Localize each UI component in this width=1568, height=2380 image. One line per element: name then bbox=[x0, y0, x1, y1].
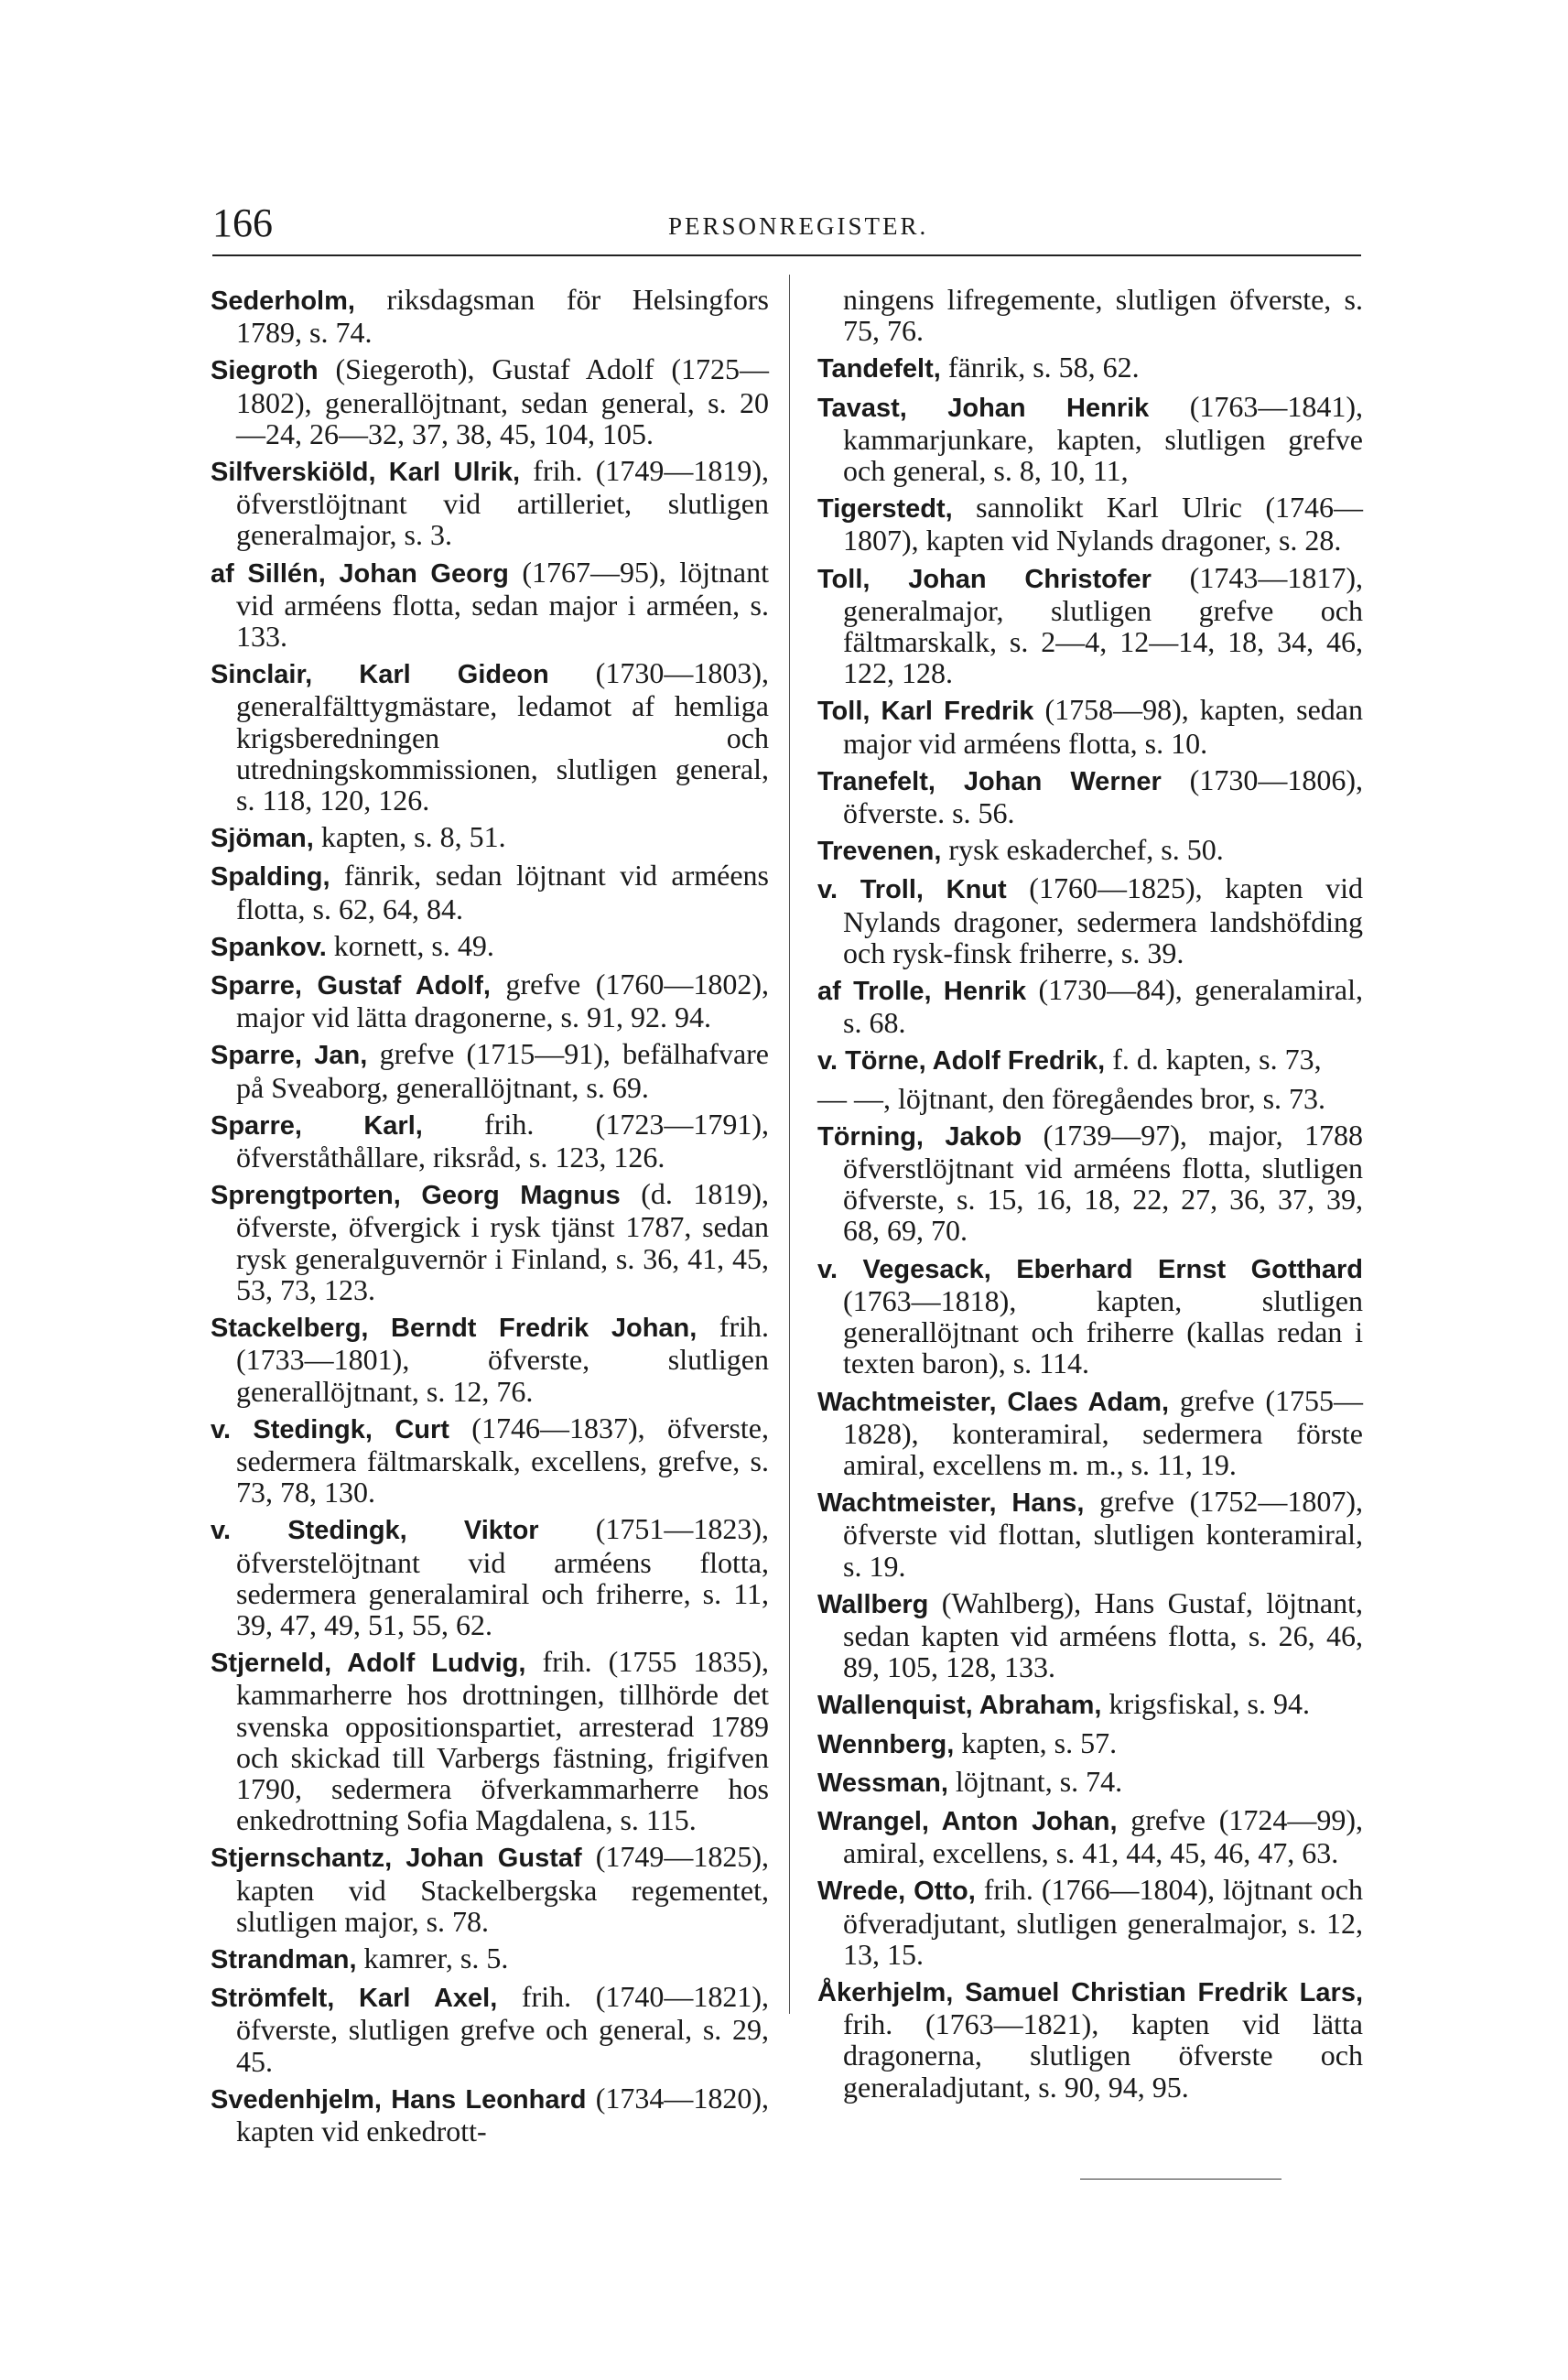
entry-text: frih. (1733—1801), öfverste, slutligen generallöjtnant, s. 12, 76. bbox=[236, 1310, 769, 1408]
end-rule bbox=[1080, 2179, 1281, 2180]
entry-name: Wennberg, bbox=[817, 1729, 955, 1759]
register-entry bbox=[817, 391, 1363, 487]
register-entry bbox=[211, 930, 769, 963]
entry-text: sannolikt Karl Ulric (1746—1807), kapten vid Nylands dragoner, s. 28. bbox=[843, 491, 1363, 557]
entry-name: Sprengtporten, Georg Magnus bbox=[211, 1181, 621, 1211]
register-entry bbox=[211, 1311, 769, 1407]
register-entry bbox=[817, 562, 1363, 689]
entry-text: (1730—1803), generalfälttygmästare, ledamot af hemliga krigsberedningen och utredningskommissionen, slutligen general, s. 118, 120, 126. bbox=[236, 656, 769, 817]
register-entry bbox=[817, 1486, 1363, 1582]
entry-text: kornett, s. 49. bbox=[326, 928, 494, 962]
entry-name: v. Vegesack, Eberhard Ernst Gotthard bbox=[817, 1254, 1363, 1284]
register-entry bbox=[817, 694, 1363, 758]
entry-name: Åkerhjelm, Samuel Christian Fredrik Lars, bbox=[817, 1977, 1363, 2007]
entry-text: frih. (1766—1804), löjtnant och öfveradjutant, slutligen generalmajor, s. 12, 13, 15. bbox=[843, 1873, 1363, 1971]
entry-text: frih. (1723—1791), öfverståthållare, riksråd, s. 123, 126. bbox=[236, 1107, 769, 1174]
entry-text: kapten, s. 57. bbox=[954, 1726, 1118, 1759]
entry-name: v. Stedingk, Curt bbox=[211, 1414, 449, 1444]
entry-text: frih. (1755 1835), kammarherre hos drottningen, tillhörde det svenska oppositionspartiet, arresterad 1789 och skickad till Varbergs fästning, frigifven 1790, sedermera öfverkammarherre hos enkedrottning Sofia Magdalena, s. 115. bbox=[236, 1645, 770, 1837]
register-entry bbox=[211, 968, 769, 1033]
entry-text: grefve (1752—1807), öfverste vid flottan, slutligen konteramiral, s. 19. bbox=[843, 1485, 1363, 1583]
register-entry bbox=[817, 1385, 1363, 1481]
entry-name: af Sillén, Johan Georg bbox=[211, 558, 509, 589]
register-entry bbox=[211, 1038, 769, 1102]
entry-text: (1751—1823), öfverstelöjtnant vid arméens flotta, sedermera generalamiral och friherre, s. 11, 39, 47, 49, 51, 55, 62. bbox=[236, 1512, 770, 1641]
entry-name: v. Troll, Knut bbox=[817, 875, 1007, 905]
entry-text: (1734—1820), kapten vid enkedrott- bbox=[236, 2081, 770, 2147]
entry-text: riksdagsman för Helsingfors 1789, s. 74. bbox=[236, 283, 769, 350]
register-entry bbox=[817, 834, 1363, 867]
entry-name: af Trolle, Henrik bbox=[817, 977, 1027, 1007]
register-entry bbox=[211, 1412, 769, 1509]
entry-text: frih. (1749—1819), öfverstlöjtnant vid artilleriet, slutligen generalmajor, s. 3. bbox=[236, 454, 769, 552]
register-entry bbox=[817, 872, 1363, 968]
entry-text: grefve (1760—1802), major vid lätta dragonerne, s. 91, 92. 94. bbox=[236, 968, 769, 1034]
register-entry bbox=[211, 1841, 769, 1937]
register-entry bbox=[817, 1874, 1363, 1970]
left-column bbox=[211, 284, 769, 2152]
right-column bbox=[817, 284, 1363, 2108]
entry-text: kamrer, s. 5. bbox=[356, 1941, 509, 1974]
entry-text: (Wahlberg), Hans Gustaf, löjtnant, sedan kapten vid arméens flotta, s. 26, 46, 89, 105, 128, 133. bbox=[843, 1585, 1363, 1684]
entry-text: (1758—98), kapten, sedan major vid arméens flotta, s. 10. bbox=[843, 693, 1363, 760]
entry-name: Svedenhjelm, Hans Leonhard bbox=[211, 2084, 587, 2115]
register-entry bbox=[211, 860, 769, 924]
entry-name: Wachtmeister, Claes Adam, bbox=[817, 1387, 1170, 1417]
entry-name: Wallberg bbox=[817, 1589, 929, 1619]
entry-name: Sjöman, bbox=[211, 824, 314, 854]
column-divider bbox=[789, 275, 790, 2014]
register-entry bbox=[211, 284, 769, 348]
register-entry bbox=[817, 1975, 1363, 2103]
page-number: 166 bbox=[212, 200, 273, 245]
entry-name: Stjernschantz, Johan Gustaf bbox=[211, 1844, 582, 1874]
entry-name: Wrangel, Anton Johan, bbox=[817, 1806, 1118, 1836]
entry-text: (1760—1825), kapten vid Nylands dragoner, sedermera landshöfding och rysk-finsk friherre, s. 39. bbox=[843, 871, 1364, 969]
register-entry bbox=[211, 657, 769, 816]
entry-name: Spalding, bbox=[211, 862, 330, 892]
entry-name: Sederholm, bbox=[211, 287, 355, 316]
register-entry bbox=[817, 764, 1363, 828]
entry-name: v. Stedingk, Viktor bbox=[211, 1516, 539, 1546]
entry-name: Stackelberg, Berndt Fredrik Johan, bbox=[211, 1314, 697, 1344]
entry-text: frih. (1740—1821), öfverste, slutligen grefve och general, s. 29, 45. bbox=[236, 1980, 769, 2078]
entry-name: Toll, Karl Fredrik bbox=[817, 697, 1034, 727]
register-entry bbox=[817, 492, 1363, 556]
register-entry bbox=[817, 974, 1363, 1038]
entry-text: grefve (1755—1828), konteramiral, sedermera förste amiral, excellens m. m., s. 11, 19. bbox=[843, 1383, 1364, 1481]
entry-text: löjtnant, s. 74. bbox=[947, 1764, 1123, 1798]
register-entry bbox=[817, 1727, 1363, 1760]
running-title: PERSONREGISTER. bbox=[668, 212, 929, 240]
register-entry bbox=[817, 1252, 1363, 1379]
entry-text: (1767—95), löjtnant vid arméens flotta, sedan major i arméen, s. 133. bbox=[236, 555, 770, 654]
entry-text: (1730—1806), öfverste. s. 56. bbox=[843, 763, 1363, 830]
entry-name: Strandman, bbox=[211, 1944, 357, 1974]
entry-text: kapten, s. 8, 51. bbox=[313, 820, 506, 854]
entry-text: frih. (1763—1821), kapten vid lätta dragonerna, slutligen öfverste och generaladjutant, s. 90, 94, 95. bbox=[843, 2007, 1363, 2104]
entry-text: (1739—97), major, 1788 öfverstlöjtnant vid arméens flotta, slutligen öfverste, s. 15, 16, 18, 22, 27, 36, 37, 39, 68, 69, 70. bbox=[843, 1118, 1364, 1248]
entry-text: krigsfiskal, s. 94. bbox=[1101, 1687, 1310, 1721]
entry-text: (Siegeroth), Gustaf Adolf (1725—1802), generallöjtnant, sedan general, s. 20—24, 26—32, 37, 38, 45, 104, 105. bbox=[236, 352, 769, 450]
entry-text: grefve (1715—91), befälhafvare på Sveaborg, generallöjtnant, s. 69. bbox=[236, 1037, 769, 1104]
entry-name: Trevenen, bbox=[817, 837, 942, 867]
header-rule bbox=[212, 254, 1361, 256]
register-entry bbox=[817, 1804, 1363, 1868]
entry-text: (1730—84), generalamiral, s. 68. bbox=[843, 973, 1363, 1040]
register-entry bbox=[211, 1178, 769, 1305]
register-entry bbox=[211, 557, 769, 653]
entry-text: f. d. kapten, s. 73, bbox=[1105, 1043, 1322, 1076]
entry-text: (1763—1818), kapten, slutligen generallöjtnant och friherre (kallas redan i texten baron), s. 114. bbox=[843, 1283, 1363, 1380]
register-entry bbox=[817, 352, 1363, 384]
entry-name: Tigerstedt, bbox=[817, 494, 953, 525]
entry-name: Sinclair, Karl Gideon bbox=[211, 660, 549, 690]
entry-text: fänrik, s. 58, 62. bbox=[940, 351, 1140, 384]
entry-name: Wallenquist, Abraham, bbox=[817, 1691, 1102, 1721]
entry-name: v. Törne, Adolf Fredrik, bbox=[817, 1046, 1106, 1076]
entry-name: Sparre, Karl, bbox=[211, 1110, 423, 1141]
entry-text: (d. 1819), öfverste, öfvergick i rysk tjänst 1787, sedan rysk generalguvernör i Finland, s. 36, 41, 45, 53, 73, 123. bbox=[236, 1177, 769, 1306]
entry-text: fänrik, sedan löjtnant vid arméens flotta, s. 62, 64, 84. bbox=[236, 859, 769, 925]
entry-name: Tranefelt, Johan Werner bbox=[817, 766, 1162, 796]
entry-name: Stjerneld, Adolf Ludvig, bbox=[211, 1649, 526, 1679]
entry-name: Toll, Johan Christofer bbox=[817, 564, 1152, 594]
entry-name: Wrede, Otto, bbox=[817, 1877, 976, 1907]
register-entry bbox=[817, 1120, 1363, 1247]
entry-text: grefve (1724—99), amiral, excellens, s. 41, 44, 45, 46, 47, 63. bbox=[843, 1802, 1364, 1870]
entry-name: Strömfelt, Karl Axel, bbox=[211, 1984, 498, 2014]
register-entry bbox=[211, 1646, 769, 1835]
entry-name: Wessman, bbox=[817, 1768, 948, 1798]
register-entry bbox=[211, 1109, 769, 1173]
register-entry bbox=[211, 2082, 769, 2147]
entry-name: Tavast, Johan Henrik bbox=[817, 393, 1150, 423]
register-entry bbox=[817, 1688, 1363, 1721]
entry-text: (1763—1841), kammarjunkare, kapten, slutligen grefve och general, s. 8, 10, 11, bbox=[843, 389, 1363, 488]
entry-text: (1746—1837), öfverste, sedermera fältmarskalk, excellens, grefve, s. 73, 78, 130. bbox=[236, 1411, 770, 1509]
entry-name: Sparre, Jan, bbox=[211, 1041, 368, 1071]
register-entry bbox=[211, 455, 769, 551]
entry-name: Sparre, Gustaf Adolf, bbox=[211, 971, 491, 1001]
register-entry bbox=[211, 1513, 769, 1640]
continued-entry: ningens lifregemente, slutligen öfverste, s. 75, 76. bbox=[843, 283, 1363, 348]
entry-text: rysk eskaderchef, s. 50. bbox=[941, 833, 1224, 867]
register-entry bbox=[211, 821, 769, 854]
register-entry bbox=[817, 1587, 1363, 1683]
register-entry bbox=[211, 353, 769, 449]
entry-name: Wachtmeister, Hans, bbox=[817, 1488, 1085, 1519]
entry-text: (1743—1817), generalmajor, slutligen grefve och fältmarskalk, s. 2—4, 12—14, 18, 34, 46, 122, 128. bbox=[843, 560, 1363, 690]
entry-name: Spankov. bbox=[211, 932, 327, 962]
entry-name: Silfverskiöld, Karl Ulrik, bbox=[211, 458, 521, 488]
entry-name: Tandefelt, bbox=[817, 354, 941, 384]
entry-text: — —, löjtnant, den föregåendes bror, s. 73. bbox=[817, 1081, 1326, 1115]
register-entry bbox=[211, 1981, 769, 2077]
register-entry bbox=[211, 1942, 769, 1975]
entry-text: (1749—1825), kapten vid Stackelbergska regementet, slutligen major, s. 78. bbox=[236, 1840, 770, 1938]
register-entry bbox=[817, 1766, 1363, 1799]
register-entry bbox=[817, 1044, 1363, 1076]
register-entry bbox=[817, 1083, 1363, 1114]
entry-name: Siegroth bbox=[211, 356, 319, 386]
entry-name: Törning, Jakob bbox=[817, 1121, 1022, 1152]
